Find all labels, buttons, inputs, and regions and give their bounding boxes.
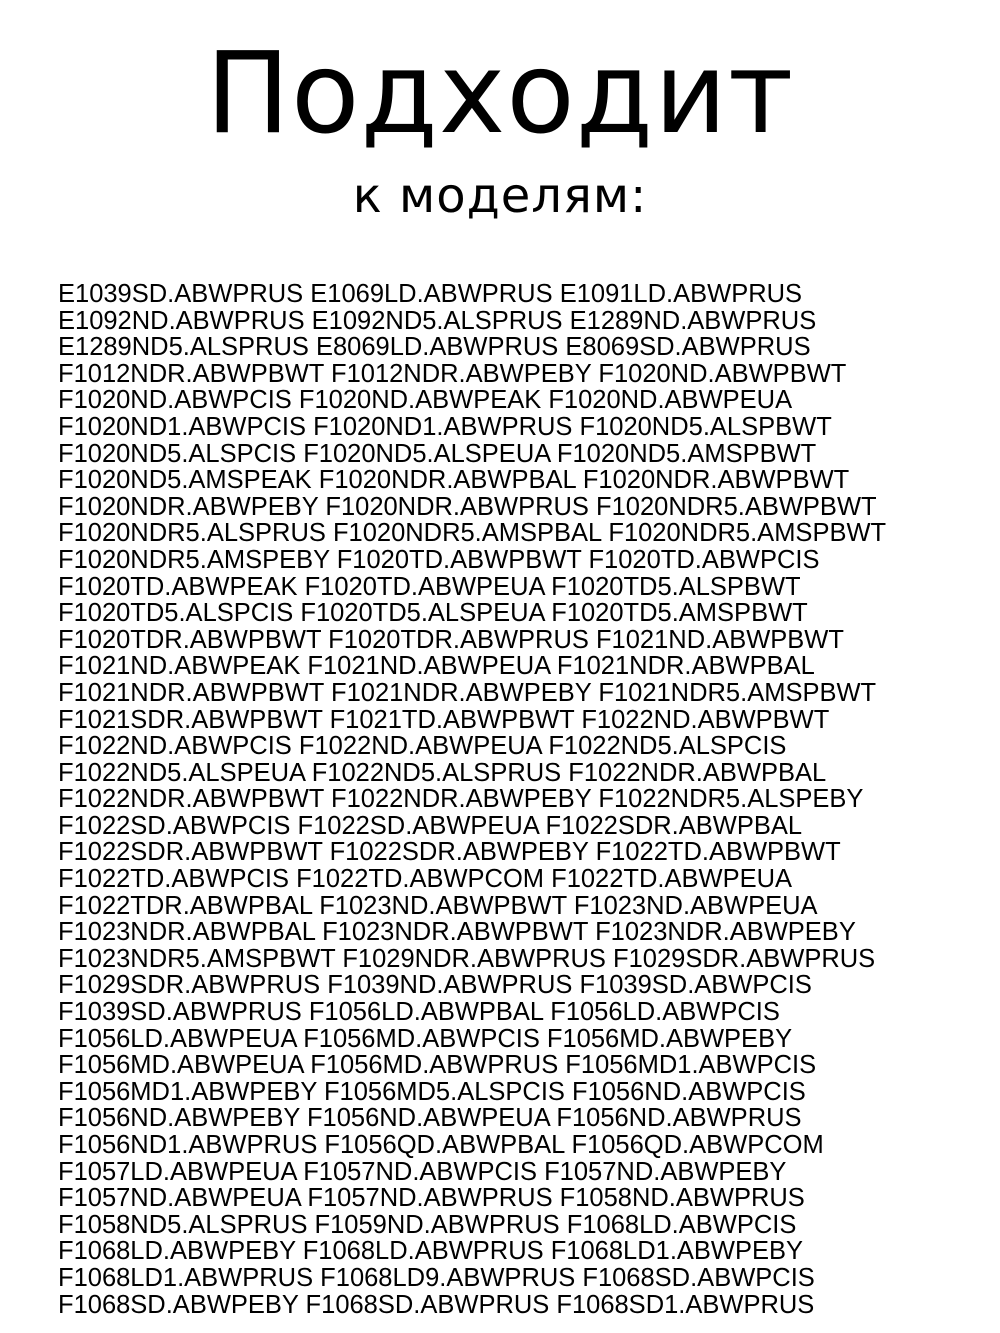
model-list-line: F1020ND1.ABWPCIS F1020ND1.ABWPRUS F1020ND5.ALSPBWT (58, 412, 832, 441)
model-list-line: F1020TD.ABWPEAK F1020TD.ABWPEUA F1020TD5.ALSPBWT (58, 572, 801, 601)
model-list-line: F1056ND.ABWPEBY F1056ND.ABWPEUA F1056ND.ABWPRUS (58, 1104, 802, 1133)
model-list-line: F1056MD.ABWPEUA F1056MD.ABWPRUS F1056MD1.ABWPCIS (58, 1051, 817, 1080)
model-list-line: F1022SD.ABWPCIS F1022SD.ABWPEUA F1022SDR.ABWPBAL (58, 811, 803, 840)
model-list-line: F1056MD1.ABWPEBY F1056MD5.ALSPCIS F1056ND.ABWPCIS (58, 1077, 806, 1106)
model-list-line: E1092ND.ABWPRUS E1092ND5.ALSPRUS E1289ND.ABWPRUS (58, 306, 817, 335)
model-list-line: F1020TDR.ABWPBWT F1020TDR.ABWPRUS F1021ND.ABWPBWT (58, 625, 844, 654)
model-list (58, 281, 988, 1318)
model-list-line: F1023NDR5.AMSPBWT F1029NDR.ABWPRUS F1029SDR.ABWPRUS (58, 944, 876, 973)
model-list-line: F1029SDR.ABWPRUS F1039ND.ABWPRUS F1039SD.ABWPCIS (58, 971, 812, 1000)
model-list-line: F1039SD.ABWPRUS F1056LD.ABWPBAL F1056LD.ABWPCIS (58, 998, 780, 1027)
model-list-line: F1022SDR.ABWPBWT F1022SDR.ABWPEBY F1022TD.ABWPBWT (58, 838, 841, 867)
model-list-line: F1021NDR.ABWPBWT F1021NDR.ABWPEBY F1021NDR5.AMSPBWT (58, 678, 877, 707)
model-list-line: F1068SD.ABWPEBY F1068SD.ABWPRUS F1068SD1.ABWPRUS (58, 1290, 815, 1319)
model-list-line: F1022TDR.ABWPBAL F1023ND.ABWPBWT F1023ND.ABWPEUA (58, 891, 818, 920)
model-list-line: F1020TD5.ALSPCIS F1020TD5.ALSPEUA F1020TD5.AMSPBWT (58, 599, 808, 628)
model-list-line: F1058ND5.ALSPRUS F1059ND.ABWPRUS F1068LD.ABWPCIS (58, 1210, 797, 1239)
model-list-line: F1023NDR.ABWPBAL F1023NDR.ABWPBWT F1023NDR.ABWPEBY (58, 918, 856, 947)
model-list-line: E1289ND5.ALSPRUS E8069LD.ABWPRUS E8069SD.ABWPRUS (58, 333, 811, 362)
page-subtitle: к моделям: (352, 168, 648, 224)
model-list-line: F1020ND5.AMSPEAK F1020NDR.ABWPBAL F1020NDR.ABWPBWT (58, 466, 850, 495)
model-list-line: F1020ND5.ALSPCIS F1020ND5.ALSPEUA F1020ND5.AMSPBWT (58, 439, 817, 468)
model-list-line: F1022TD.ABWPCIS F1022TD.ABWPCOM F1022TD.ABWPEUA (58, 865, 793, 894)
model-list-line: F1022ND5.ALSPEUA F1022ND5.ALSPRUS F1022NDR.ABWPBAL (58, 758, 827, 787)
model-list-line: F1022NDR.ABWPBWT F1022NDR.ABWPEBY F1022NDR5.ALSPEBY (58, 785, 864, 814)
model-list-line: F1021ND.ABWPEAK F1021ND.ABWPEUA F1021NDR.ABWPBAL (58, 652, 815, 681)
model-list-line: F1020NDR5.AMSPEBY F1020TD.ABWPBWT F1020TD.ABWPCIS (58, 545, 820, 574)
model-list-line: F1068LD.ABWPEBY F1068LD.ABWPRUS F1068LD1.ABWPEBY (58, 1237, 804, 1266)
model-list-line: F1056LD.ABWPEUA F1056MD.ABWPCIS F1056MD.ABWPEBY (58, 1024, 793, 1053)
model-list-line: F1012NDR.ABWPBWT F1012NDR.ABWPEBY F1020ND.ABWPBWT (58, 359, 847, 388)
model-list-line: F1020NDR.ABWPEBY F1020NDR.ABWPRUS F1020NDR5.ABWPBWT (58, 492, 877, 521)
model-list-line: F1068LD1.ABWPRUS F1068LD9.ABWPRUS F1068SD.ABWPCIS (58, 1263, 815, 1292)
model-list-line: F1056ND1.ABWPRUS F1056QD.ABWPBAL F1056QD.ABWPCOM (58, 1131, 824, 1159)
model-list-line: F1020NDR5.ALSPRUS F1020NDR5.AMSPBAL F1020NDR5.AMSPBWT (58, 519, 887, 548)
model-list-line: F1021SDR.ABWPBWT F1021TD.ABWPBWT F1022ND.ABWPBWT (58, 705, 830, 734)
model-list-line: F1057LD.ABWPEUA F1057ND.ABWPCIS F1057ND.ABWPEBY (58, 1157, 787, 1186)
model-list-line: E1039SD.ABWPRUS E1069LD.ABWPRUS E1091LD.ABWPRUS (58, 280, 803, 308)
model-list-line: F1022ND.ABWPCIS F1022ND.ABWPEUA F1022ND5.ALSPCIS (58, 732, 787, 761)
model-list-line: F1057ND.ABWPEUA F1057ND.ABWPRUS F1058ND.ABWPRUS (58, 1184, 805, 1213)
page-title: Подходит (205, 29, 795, 159)
model-list-line: F1020ND.ABWPCIS F1020ND.ABWPEAK F1020ND.ABWPEUA (58, 386, 793, 415)
